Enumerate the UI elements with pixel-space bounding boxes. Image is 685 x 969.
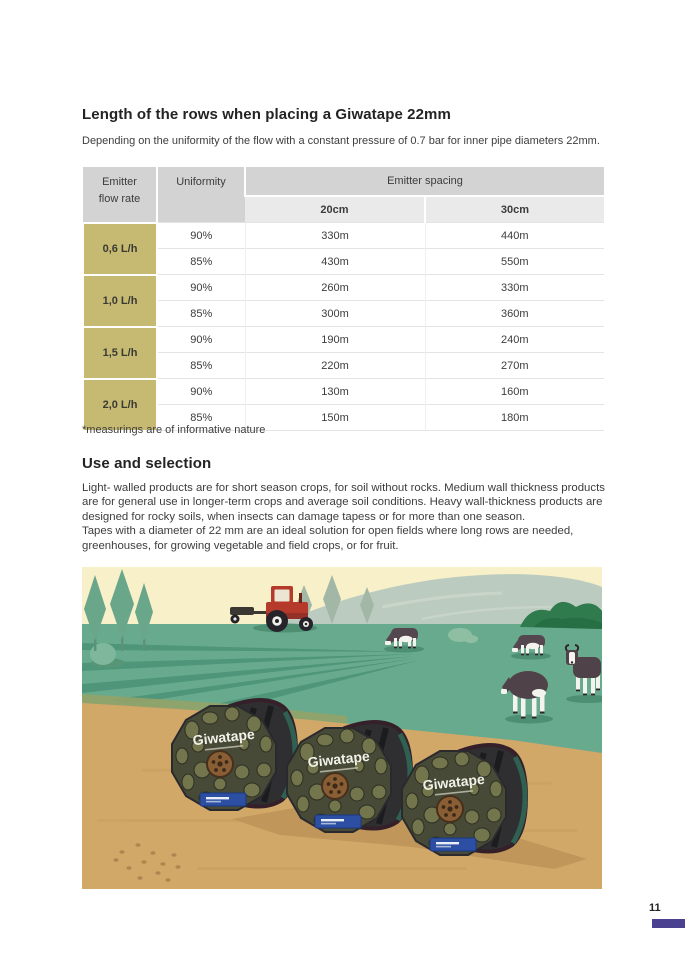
- table-row: [83, 301, 604, 327]
- uniformity-cell: 85%: [157, 301, 245, 327]
- col-header-emitter-spacing: Emitter spacing: [245, 167, 604, 196]
- section-title-length-of-rows: Length of the rows when placing a Giwatape 22mm: [82, 106, 451, 123]
- flow-rate-cell: 0,6 L/h: [83, 223, 157, 275]
- table-footnote: *measurings are of informative nature: [82, 424, 266, 436]
- col-header-30cm: 30cm: [425, 196, 604, 223]
- round-bush: [90, 643, 116, 665]
- flow-rate-cell: 2,0 L/h: [83, 379, 157, 431]
- spacing-20-cell: 150m: [245, 405, 425, 431]
- uniformity-cell: 90%: [157, 379, 245, 405]
- table-row: [83, 275, 604, 301]
- grass-tuft: [464, 635, 478, 643]
- spacing-30-cell: 160m: [425, 379, 604, 405]
- giwatape-roll: [172, 700, 296, 810]
- spacing-30-cell: 270m: [425, 353, 604, 379]
- paragraph-22mm-uses: Tapes with a diameter of 22 mm are an ideal solution for open fields where long rows are needed, greenhouses, for growing vegetable and field crops, or for fruit.: [82, 525, 574, 552]
- spacing-20-cell: 430m: [245, 249, 425, 275]
- flow-rate-cell: 1,0 L/h: [83, 275, 157, 327]
- cow-shadow: [384, 646, 424, 653]
- footer-accent-bar: [652, 919, 685, 928]
- paragraph-wall-thickness: Light- walled products are for short season crops, for soil without rocks. Medium wall thickness products are for general use in longer-term crops and average soil conditions. Heavy wall-thickness products are designed for rocky soils, when insects can damage tapess or for more than one season.: [82, 482, 605, 523]
- uniformity-cell: 85%: [157, 405, 245, 431]
- col-header-flow-line1: Emitter: [102, 176, 137, 188]
- spacing-20-cell: 220m: [245, 353, 425, 379]
- tractor-rear-hub-center: [275, 619, 279, 623]
- use-and-selection-text: [82, 481, 606, 553]
- table-row: [83, 353, 604, 379]
- table-row: [83, 327, 604, 353]
- tractor-exhaust: [299, 593, 302, 603]
- spacing-30-cell: 360m: [425, 301, 604, 327]
- page-number: 11: [649, 902, 661, 914]
- spacing-20-cell: 330m: [245, 223, 425, 249]
- spacing-30-cell: 440m: [425, 223, 604, 249]
- uniformity-cell: 85%: [157, 353, 245, 379]
- spacing-30-cell: 550m: [425, 249, 604, 275]
- cow-shadow: [511, 653, 551, 660]
- uniformity-cell: 90%: [157, 223, 245, 249]
- spacing-20-cell: 190m: [245, 327, 425, 353]
- tractor-front-hub-center: [305, 623, 308, 626]
- flow-rate-cell: 1,5 L/h: [83, 327, 157, 379]
- table-row: [83, 379, 604, 405]
- col-header-uniformity: Uniformity: [157, 167, 245, 223]
- giwatape-roll: [402, 745, 526, 855]
- uniformity-cell: 90%: [157, 327, 245, 353]
- giwatape-roll: [287, 722, 411, 832]
- table-row: [83, 249, 604, 275]
- table-row: [83, 223, 604, 249]
- col-header-flow-line2: flow rate: [98, 193, 141, 205]
- row-length-table: [82, 167, 604, 432]
- section-title-use-and-selection: Use and selection: [82, 455, 212, 472]
- spacing-20-cell: 260m: [245, 275, 425, 301]
- spacing-30-cell: 240m: [425, 327, 604, 353]
- spacing-30-cell: 180m: [425, 405, 604, 431]
- tractor-window: [275, 590, 290, 602]
- col-header-20cm: 20cm: [245, 196, 425, 223]
- col-header-emitter-flow-rate: [83, 167, 157, 223]
- spacing-20-cell: 300m: [245, 301, 425, 327]
- spacing-20-cell: 130m: [245, 379, 425, 405]
- uniformity-cell: 90%: [157, 275, 245, 301]
- section-subtitle: Depending on the uniformity of the flow with a constant pressure of 0.7 bar for inner pipe diameters 22mm.: [82, 135, 600, 147]
- farm-illustration: [82, 567, 602, 889]
- spacing-30-cell: 330m: [425, 275, 604, 301]
- uniformity-cell: 85%: [157, 249, 245, 275]
